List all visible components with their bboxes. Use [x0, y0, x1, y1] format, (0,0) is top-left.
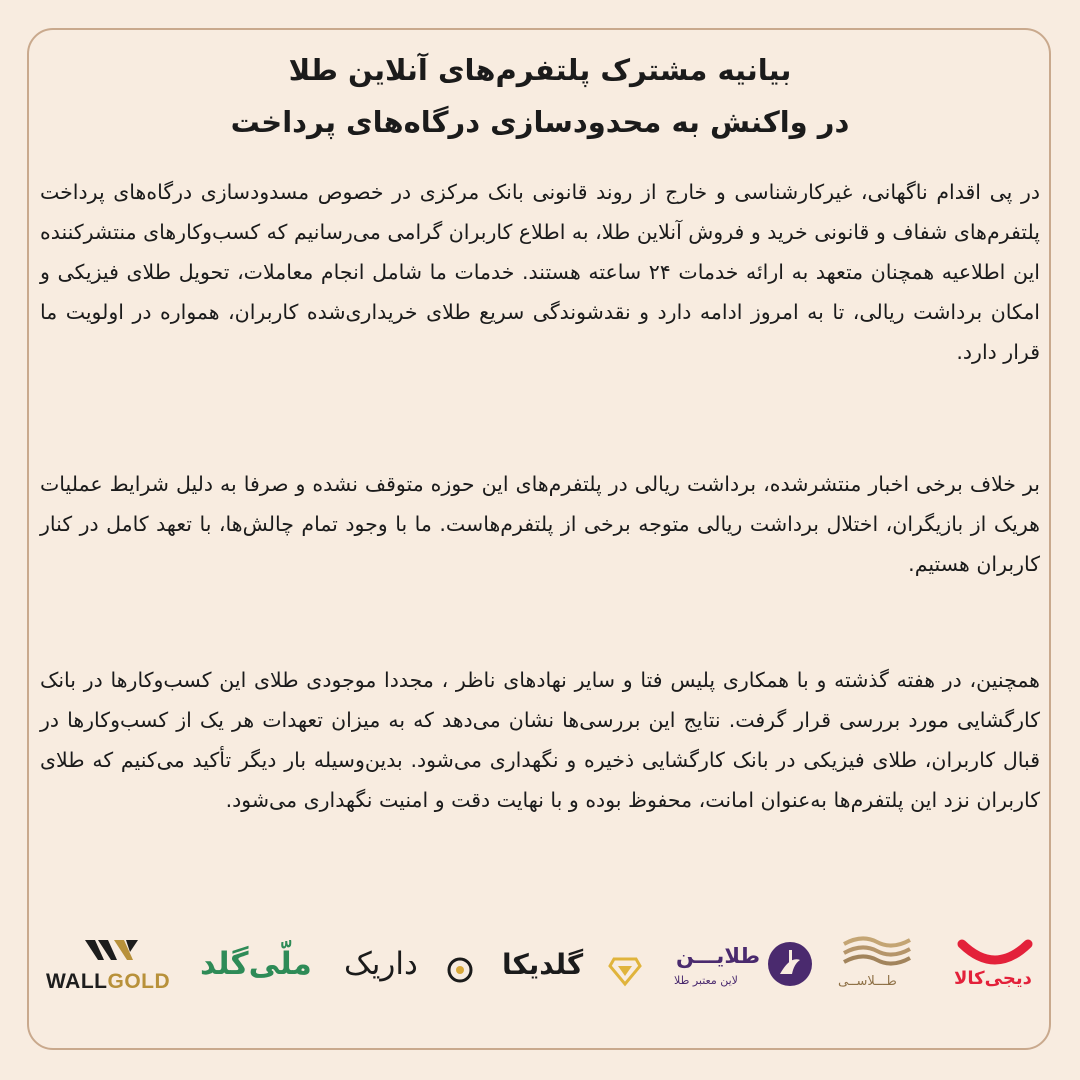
goldika-text: گلدیکا [502, 948, 584, 981]
paragraph-services: در پی اقدام ناگهانی، غیرکارشناسی و خارج از روند قانونی بانک مرکزی در خصوص مسدودسازی درگاه‌های پرداخت پلتفرم‌های شفاف و قانونی خرید و فروش آنلاین طلا، به اطلاع کاربران گرامی می‌رسانیم که کسب‌وکارهای منتشرکننده این اطلاعیه همچنان متعهد به ارائه خدمات ۲۴ ساعته هستند. خدمات ما شامل انجام معاملات، تحویل طلای فیزیکی و امکان برداشت ریالی، تا به امروز ادامه دارد و نقدشوندگی سریع طلای خریداری‌شده کاربران، همواره در اولویت ما قرار دارد. [39, 180, 1040, 364]
digikala-smile-icon [950, 930, 1040, 970]
talayen-text: طلایـــن [676, 944, 761, 968]
digikala-logo [950, 930, 1040, 1010]
talayen-subtext: لاین معتبر طلا [674, 974, 738, 987]
wallgold-w-icon [40, 930, 190, 970]
darik-logo [340, 930, 480, 1010]
talasi-text: طـــلاســی [838, 974, 897, 989]
talasi-logo [832, 930, 922, 1010]
paragraph-gold-reserves: همچنین، در هفته گذشته و با همکاری پلیس فتا و سایر نهادهای ناظر ، مجددا موجودی طلای این کسب‌وکارها در بانک کارگشایی مورد بررسی قرار گرفت. نتایج این بررسی‌ها نشان می‌دهد که به میزان تعهدات هر یک از کسب‌وکارها در قبال کاربران، طلای فیزیکی در بانک کارگشایی ذخیره و نگهداری می‌شود. بدین‌وسیله بار دیگر تأکید می‌کنیم که طلای کاربران نزد این پلتفرم‌ها به‌عنوان امانت، محفوظ بوده و با نهایت دقت و امنیت نگهداری می‌شود. [40, 668, 1040, 812]
goldika-logo [502, 930, 642, 1010]
talayen-circle-icon [672, 930, 812, 1010]
statement-title-line2: در واکنش به محدودسازی درگاه‌های پرداخت [230, 105, 850, 139]
darik-text: داریک [344, 946, 418, 982]
paragraph-withdrawals: بر خلاف برخی اخبار منتشرشده، برداشت ریالی در پلتفرم‌های این حوزه متوقف نشده و صرفا به دلیل شرایط عملیات هریک از بازیگران، اختلال برداشت ریالی متوجه برخی از پلتفرم‌هاست. ما با وجود تمام چالش‌ها، با تعهد کامل در کنار کاربران هستیم. [40, 472, 1040, 576]
digikala-text: دیجی‌کالا [954, 968, 1032, 989]
wallgold-text-gold: GOLD [107, 970, 171, 993]
talasi-waves-icon [832, 930, 922, 974]
wallgold-logo [40, 930, 190, 1010]
melligold-text: ملّی‌گلد [200, 946, 312, 982]
partner-logos-row [40, 930, 1040, 1020]
statement-title-line1: بیانیه مشترک پلتفرم‌های آنلاین طلا [288, 53, 792, 87]
talayen-logo [672, 930, 812, 1010]
wallgold-text-wall: WALL [46, 970, 108, 993]
melligold-logo [200, 930, 330, 1010]
